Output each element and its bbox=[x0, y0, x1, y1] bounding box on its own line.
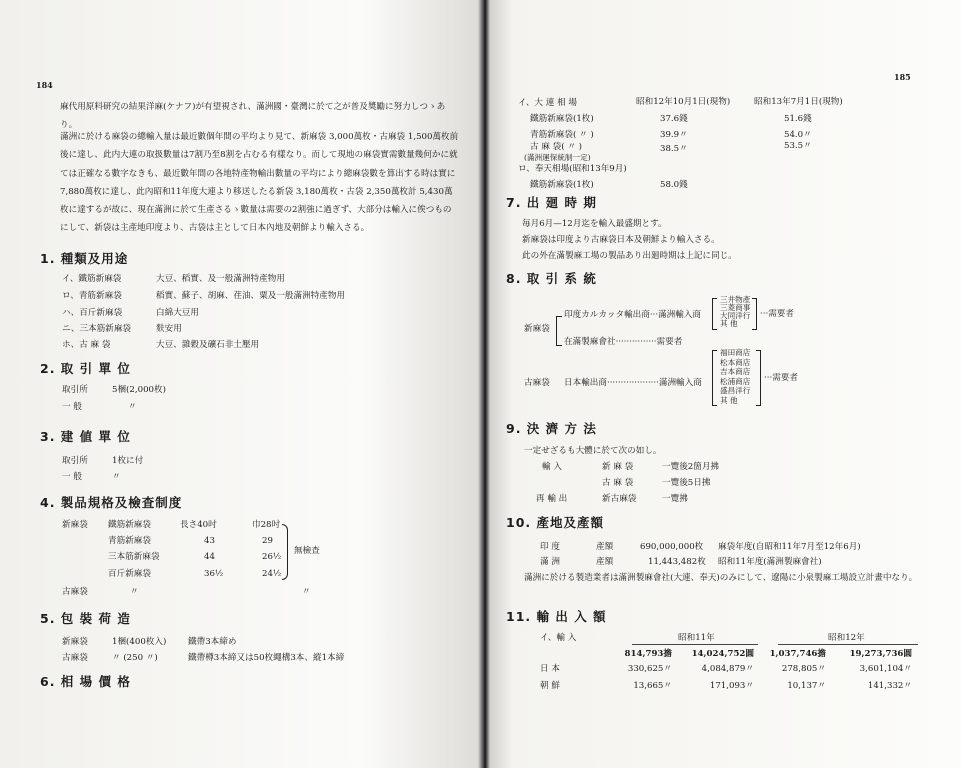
ditto-mark: 〃 bbox=[130, 587, 139, 597]
list-item-use: 麩安用 bbox=[156, 324, 182, 334]
route-category: 古麻袋 bbox=[524, 378, 550, 388]
book-gutter bbox=[478, 0, 490, 768]
trade-value: 3,601,104〃 bbox=[859, 664, 912, 674]
settlement-item: 古 麻 袋 bbox=[602, 478, 634, 488]
trade-year: 昭和11年 bbox=[678, 633, 715, 643]
price-col-header: 昭和12年10月1日(現物) bbox=[636, 97, 731, 107]
trade-country: 日 本 bbox=[540, 664, 560, 674]
price-heading: イ、大 連 相 場 bbox=[518, 98, 577, 108]
importer-name: 松浦商店 bbox=[720, 376, 751, 386]
spec-length: 44 bbox=[204, 552, 215, 562]
trade-value: 330,625〃 bbox=[627, 664, 672, 674]
row-label: 取引所 bbox=[62, 385, 88, 395]
spec-name: 三本筋新麻袋 bbox=[108, 552, 160, 562]
pack-category: 古麻袋 bbox=[62, 653, 88, 663]
importer-name: 其 他 bbox=[720, 395, 738, 405]
price-value: 38.5〃 bbox=[660, 144, 688, 154]
production-region: 印 度 bbox=[540, 542, 560, 552]
consumption-paragraph: 滿洲に於ける麻袋の總輸入量は最近數個年間の平均より見て、新麻袋 3,000萬枚・古麻袋 1,500萬枚前後に達し、此内大連の取扱數量は7割乃至8割を占むる有樣なり。而して現地の麻袋實需數量幾何かに就ては正確なる數字なきも、最近數年間の各地特產物輸出數量の平均により總麻袋數を算出する時は實に 7,880萬枚に達し、此內昭和11年度大連より移送したる新袋 3,180萬枚・古袋 2,350萬枚計 5,430萬枚に達するが故に、現在滿洲に於て生產さるゝ數量は需要の2割強に過ぎず、大部分は輸入に俟つものにして、新袋は主產地印度より、古袋は主として日本內地及朝鮮より輸入さる。 bbox=[60, 132, 459, 234]
importer-name: 其 他 bbox=[720, 319, 738, 328]
settlement-term: 一覽後2箇月拂 bbox=[662, 462, 720, 472]
route-line: 印度カルカッタ輸出商···滿洲輸入商 bbox=[564, 310, 702, 320]
price-value: 54.0〃 bbox=[784, 130, 812, 140]
list-item-use: 稻實、蘇子、胡麻、荏油、粟及一般滿洲特產物用 bbox=[156, 291, 346, 301]
settlement-type: 輸 入 bbox=[542, 462, 562, 472]
text-line: 此の外在滿製麻工場の製品あり出廻時期は上記に同じ。 bbox=[522, 251, 737, 261]
route-end: ···需要者 bbox=[760, 309, 794, 319]
spec-width: 24½ bbox=[262, 569, 282, 579]
importer-bracket bbox=[712, 350, 717, 406]
right-page bbox=[484, 0, 961, 768]
list-item-label: ホ、古 麻 袋 bbox=[62, 340, 111, 350]
section-heading-1: 1. 種類及用途 bbox=[40, 251, 129, 266]
row-value: 〃 bbox=[128, 402, 137, 412]
trade-total: 814,793擔 bbox=[624, 649, 672, 659]
category-label: 新麻袋 bbox=[62, 520, 88, 530]
spec-width: 巾28吋 bbox=[252, 520, 281, 530]
trade-total: 19,273,736圓 bbox=[849, 649, 912, 659]
spec-length: 43 bbox=[204, 536, 215, 546]
price-value: 58.0錢 bbox=[660, 180, 688, 190]
route-line: 日本輸出商···················滿洲輸入商 bbox=[564, 378, 702, 388]
spec-name: 青筋新麻袋 bbox=[108, 536, 151, 546]
settlement-term: 一覽拂 bbox=[662, 494, 688, 504]
pack-unit: 1梱(400枚入) bbox=[112, 637, 167, 647]
row-label: 一 般 bbox=[62, 402, 82, 412]
importer-name: 吉本商店 bbox=[720, 367, 751, 376]
spec-length: 36½ bbox=[204, 569, 224, 579]
section-heading-6: 6. 相 場 價 格 bbox=[40, 674, 131, 689]
importer-name: 盛昌洋行 bbox=[720, 386, 751, 395]
section-heading-3: 3. 建 値 單 位 bbox=[40, 429, 131, 444]
pack-method: 鐵帶3本締め bbox=[188, 637, 237, 647]
price-col-header: 昭和13年7月1日(現物) bbox=[754, 97, 843, 107]
trade-year: 昭和12年 bbox=[828, 633, 865, 643]
price-row-name: 青筋新麻袋( 〃 ) bbox=[530, 130, 594, 140]
list-item-label: ロ、青筋新麻袋 bbox=[62, 291, 122, 301]
bracket bbox=[282, 524, 288, 580]
category-label: 古麻袋 bbox=[62, 587, 88, 597]
section-heading-7: 7. 出 廻 時 期 bbox=[506, 195, 597, 210]
page-number: 185 bbox=[894, 72, 911, 82]
section-heading-2: 2. 取 引 單 位 bbox=[40, 361, 131, 376]
trade-subheading: イ、輸 入 bbox=[540, 633, 577, 643]
inspection-note: 無檢查 bbox=[294, 546, 320, 556]
trade-value: 171,093〃 bbox=[709, 681, 754, 691]
spec-length: 長さ40吋 bbox=[180, 520, 217, 530]
importer-bracket bbox=[712, 298, 717, 330]
route-bracket bbox=[556, 316, 562, 346]
importer-name: 松本商店 bbox=[720, 357, 751, 367]
list-item-label: ニ、三本筋新麻袋 bbox=[62, 324, 132, 334]
row-value: 〃 bbox=[112, 472, 121, 482]
intro-paragraph: 麻代用原料研究の結果洋麻(ケナフ)が有望視され、滿洲國・臺灣に於て之が普及奬勵に努力しつゝあり。 bbox=[60, 102, 446, 131]
settlement-term: 一覽後5日拂 bbox=[662, 478, 711, 488]
production-label: 產額 bbox=[596, 542, 614, 552]
production-value: 11,443,482枚 bbox=[648, 557, 706, 567]
list-item-use: 大豆、雜穀及礦石非土壓用 bbox=[156, 340, 260, 350]
pack-category: 新麻袋 bbox=[62, 637, 88, 647]
section-heading-9: 9. 決 濟 方 法 bbox=[506, 421, 597, 436]
trade-value: 10,137〃 bbox=[787, 681, 826, 691]
price-note: (滿洲運保統制一定) bbox=[524, 153, 591, 162]
spec-name: 鐵筋新麻袋 bbox=[108, 520, 151, 530]
year-rule bbox=[632, 644, 758, 645]
route-end: ···需要者 bbox=[764, 373, 798, 383]
pack-unit: 〃 (250 〃) bbox=[112, 653, 158, 663]
list-item-use: 白綿大豆用 bbox=[156, 308, 199, 318]
importer-bracket bbox=[752, 298, 757, 330]
ditto-mark: 〃 bbox=[302, 587, 311, 597]
spec-width: 29 bbox=[262, 536, 273, 546]
production-note: 麻袋年度(自昭和11年7月至12年6月) bbox=[718, 542, 861, 552]
route-category: 新麻袋 bbox=[524, 324, 550, 334]
price-value: 53.5〃 bbox=[784, 141, 812, 151]
price-value: 51.6錢 bbox=[784, 114, 812, 124]
production-region: 滿 洲 bbox=[540, 557, 560, 567]
production-note: 昭和11年度(滿洲製麻會社) bbox=[718, 557, 822, 567]
trade-total: 1,037,746擔 bbox=[769, 649, 826, 659]
importer-name: 福田商店 bbox=[720, 348, 751, 357]
settlement-type: 再 輸 出 bbox=[536, 494, 568, 504]
trade-country: 朝 鮮 bbox=[540, 681, 560, 691]
row-value: 1枚に付 bbox=[112, 456, 144, 466]
section-heading-5: 5. 包 裝 荷 造 bbox=[40, 611, 131, 626]
price-value: 37.6錢 bbox=[660, 114, 688, 124]
trade-value: 141,332〃 bbox=[867, 681, 912, 691]
page-number: 184 bbox=[36, 80, 53, 90]
trade-value: 4,084,879〃 bbox=[701, 664, 754, 674]
spec-width: 26½ bbox=[262, 552, 282, 562]
row-value: 5梱(2,000枚) bbox=[112, 385, 166, 395]
section-heading-10: 10. 產地及產額 bbox=[506, 515, 604, 530]
price-row-name: 鐵筋新麻袋(1枚) bbox=[530, 114, 594, 124]
text-line: 毎月6月—12月迄を輸入最盛期とす。 bbox=[522, 219, 667, 229]
list-item-label: イ、鐵筋新麻袋 bbox=[62, 274, 122, 284]
importer-name: 三井物產 bbox=[720, 295, 751, 304]
price-row-name: 古 麻 袋( 〃 ) bbox=[530, 142, 583, 152]
settlement-item: 新 麻 袋 bbox=[602, 462, 634, 472]
importer-bracket bbox=[756, 350, 761, 406]
list-item-use: 大豆、稻實、及一般滿洲特產物用 bbox=[156, 274, 285, 284]
section-heading-8: 8. 取 引 系 統 bbox=[506, 271, 597, 286]
importer-name: 三菱商事 bbox=[720, 303, 751, 312]
production-paragraph: 滿洲に於ける製造業者は滿洲製麻會社(大連、奉天)のみにして、遼陽に小泉製麻工場設立計畫中なり。 bbox=[524, 573, 918, 583]
list-item-label: ハ、百斤新麻袋 bbox=[62, 308, 123, 318]
importer-name: 大同洋行 bbox=[720, 311, 751, 320]
production-label: 產額 bbox=[596, 557, 614, 567]
section-heading-11: 11. 輸 出 入 額 bbox=[506, 609, 607, 624]
trade-total: 14,024,752圓 bbox=[691, 649, 754, 659]
trade-value: 278,805〃 bbox=[781, 664, 826, 674]
row-label: 取引所 bbox=[62, 456, 88, 466]
fengtian-heading: ロ、奉天相場(昭和13年9月) bbox=[518, 164, 627, 174]
trade-value: 13,665〃 bbox=[633, 681, 672, 691]
production-value: 690,000,000枚 bbox=[640, 542, 704, 552]
text-line: 一定せざるも大體に於て次の如し。 bbox=[524, 446, 662, 456]
section-heading-4: 4. 製品規格及檢査制度 bbox=[40, 495, 183, 510]
spec-name: 百斤新麻袋 bbox=[108, 569, 151, 579]
settlement-item: 新古麻袋 bbox=[602, 494, 637, 504]
price-row-name: 鐵筋新麻袋(1枚) bbox=[530, 180, 594, 190]
year-rule bbox=[778, 644, 918, 645]
row-label: 一 般 bbox=[62, 472, 82, 482]
text-line: 新麻袋は印度より古麻袋日本及朝鮮より輸入さる。 bbox=[522, 235, 720, 245]
price-value: 39.9〃 bbox=[660, 130, 688, 140]
pack-method: 鐵帶樽3本締又は50枚繩構3本、縱1本締 bbox=[188, 653, 345, 663]
route-line: 在滿製麻會社···············需要者 bbox=[564, 337, 683, 347]
